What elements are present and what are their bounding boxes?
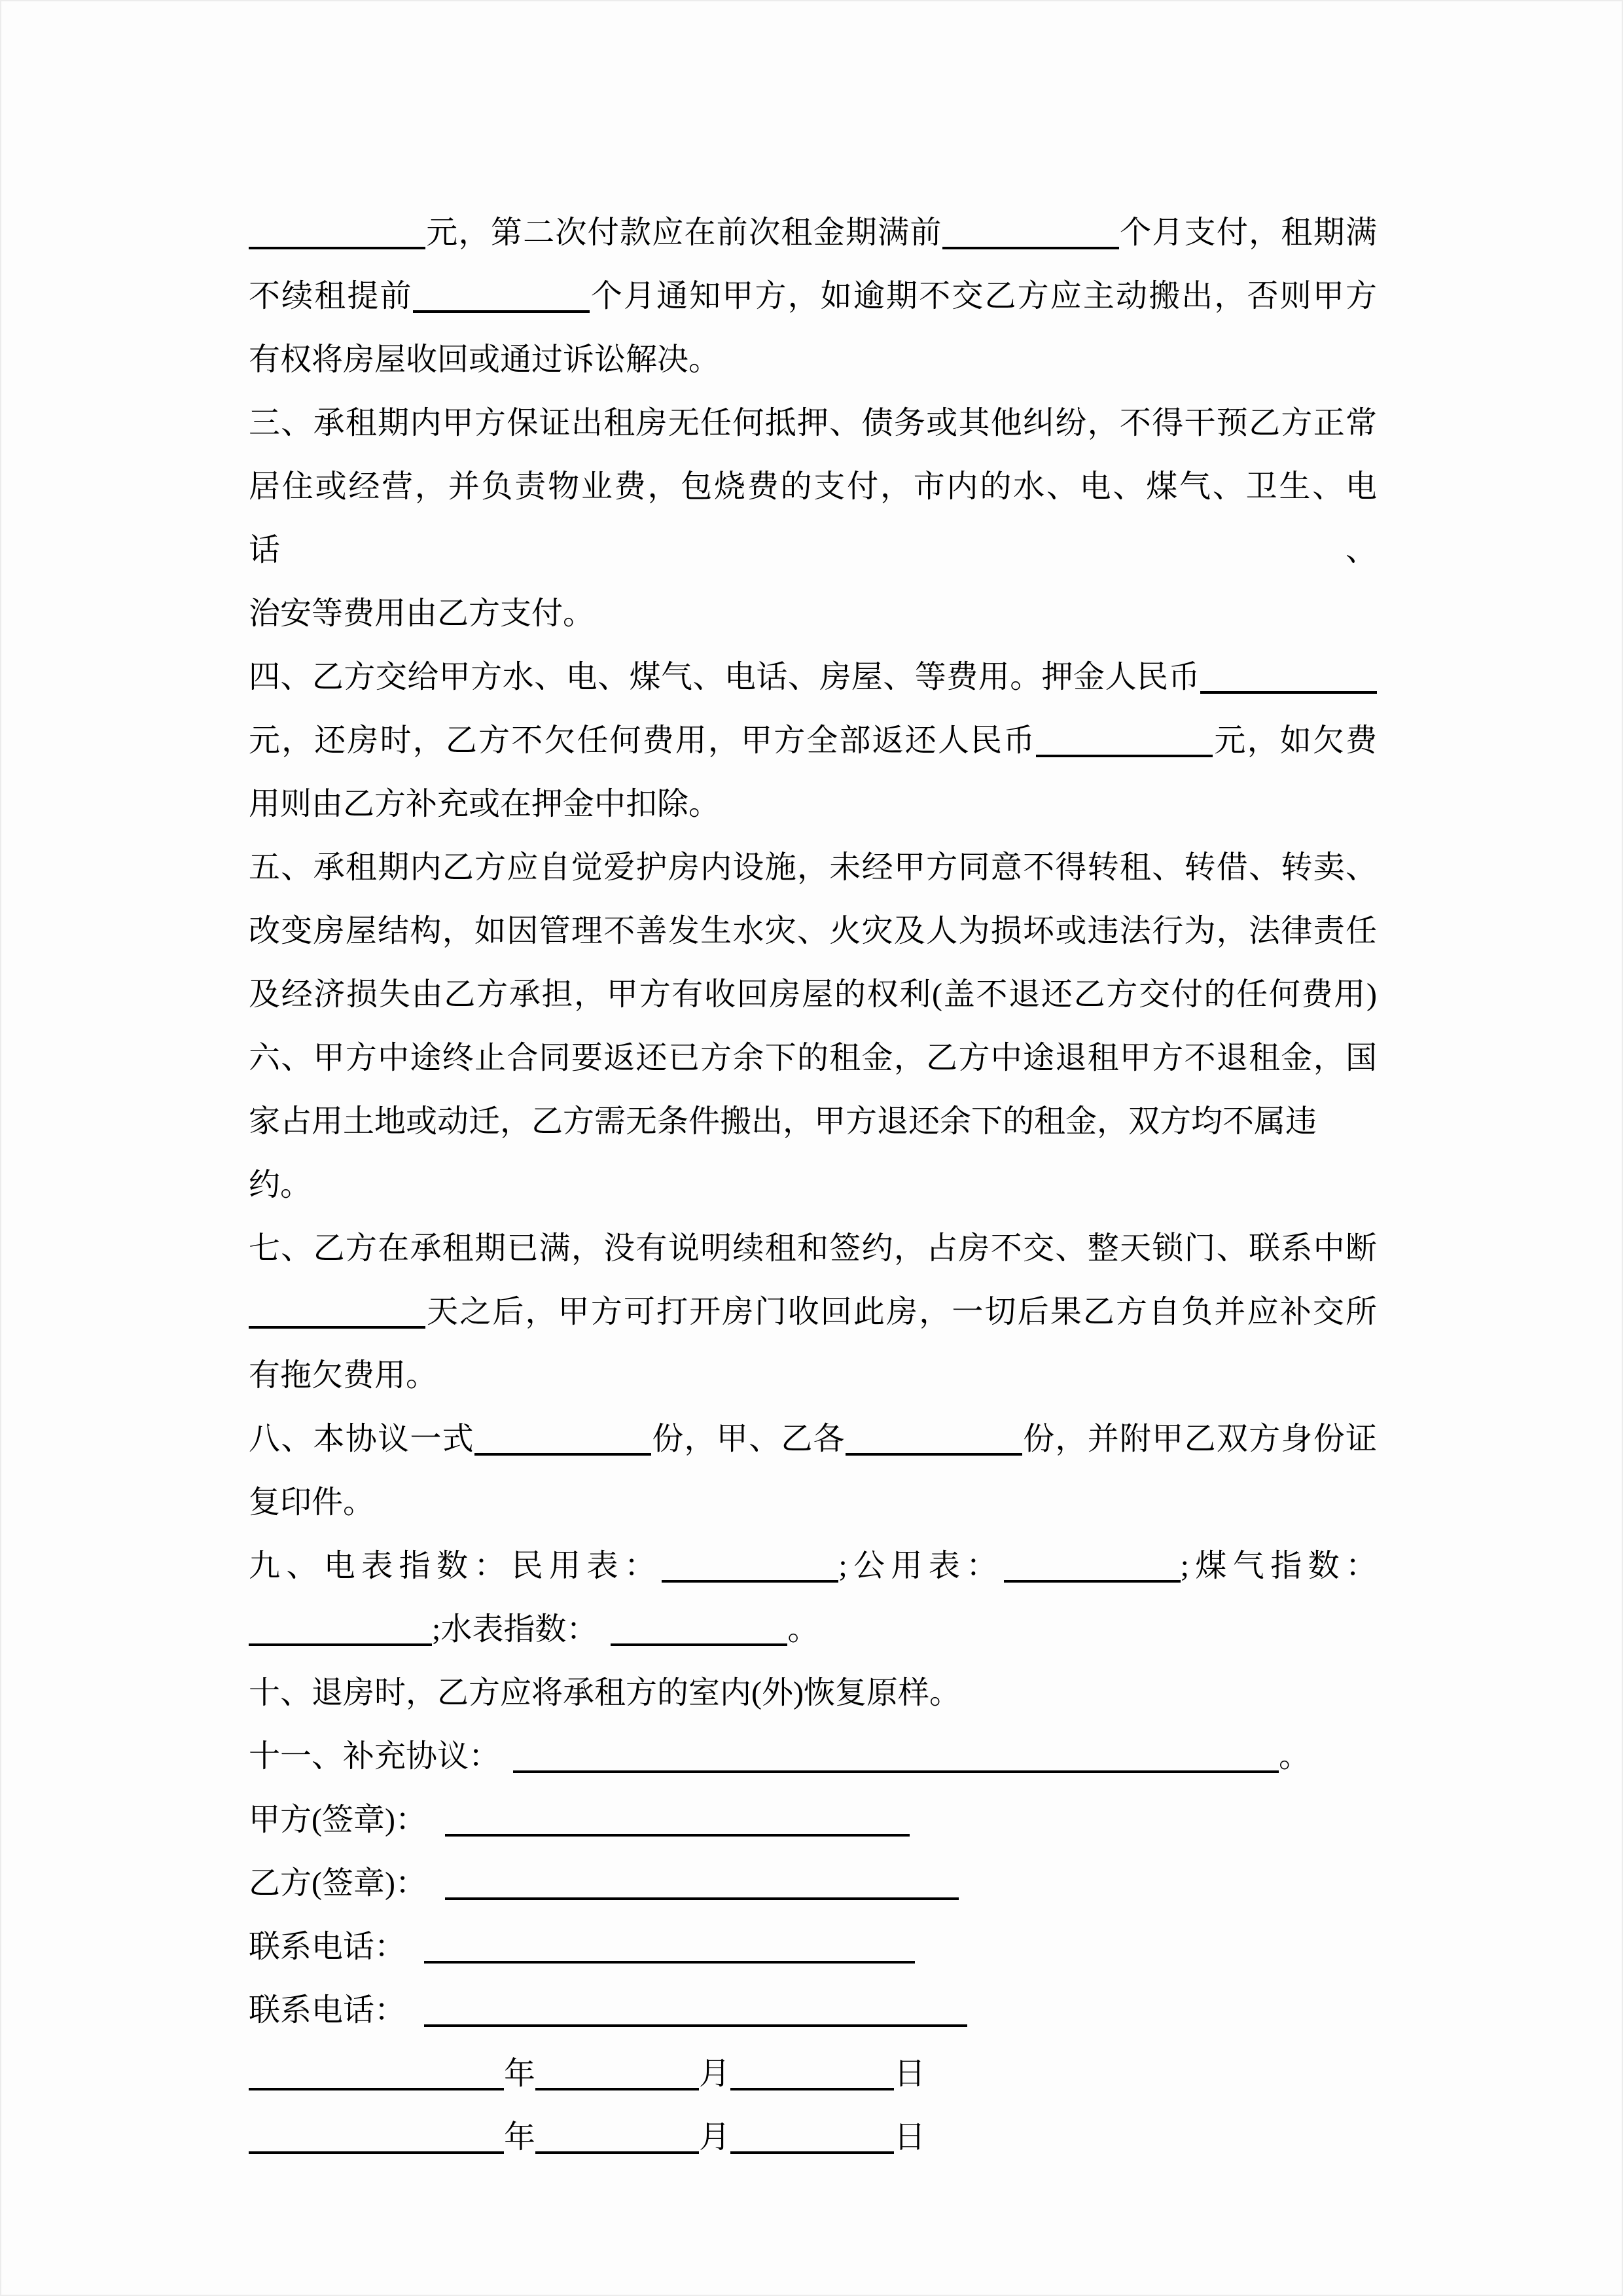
document-line — [249, 1979, 1377, 2042]
text-run: 元，如欠费 — [1213, 723, 1377, 758]
blank-fill-line — [535, 2088, 699, 2090]
text-run: 个月支付，租期满 — [1118, 215, 1377, 250]
text-run: 年 — [504, 2056, 536, 2091]
document-line — [249, 328, 1377, 391]
text-run: 四、乙方交给甲方水、电、煤气、电话、房屋、等费用。押金人民币 — [249, 660, 1200, 694]
blank-fill-line — [249, 247, 425, 249]
document-line — [249, 709, 1377, 772]
text-run: 。 — [787, 1612, 819, 1647]
text-run: 家占用土地或动迁，乙方需无条件搬出，甲方退还余下的租金，双方均不属违约。 — [249, 1104, 1317, 1202]
document-line — [249, 391, 1377, 455]
text-run: 联系电话： — [249, 1993, 406, 2028]
document-line — [249, 1217, 1377, 1280]
document-line — [249, 1852, 1377, 1915]
document-line — [249, 1661, 1377, 1725]
text-run: 八、本协议一式 — [249, 1422, 474, 1456]
text-run: 十、退房时，乙方应将承租方的室内(外)恢复原样。 — [249, 1676, 961, 1710]
document-line — [249, 1344, 1377, 1407]
text-run: 乙方(签章)： — [249, 1866, 427, 1901]
blank-fill-line — [474, 1453, 651, 1456]
text-run: 改变房屋结构，如因管理不善发生水灾、火灾及人为损坏或违法行为，法律责任 — [249, 914, 1377, 948]
text-run: 居住或经营，并负责物业费，包烧费的支付，市内的水、电、煤气、卫生、电话、 — [249, 469, 1377, 567]
blank-fill-line — [249, 2151, 504, 2154]
document-line — [249, 1725, 1377, 1788]
text-run: 联系电话： — [249, 1929, 406, 1964]
blank-fill-line — [413, 310, 590, 313]
text-run: 七、乙方在承租期已满，没有说明续租和签约，占房不交、整天锁门、联系中断 — [249, 1231, 1377, 1266]
document-line — [249, 1090, 1377, 1217]
blank-fill-line — [1036, 755, 1213, 757]
blank-fill-line — [730, 2088, 894, 2090]
blank-fill-line — [513, 1770, 1279, 1773]
document-line — [249, 1915, 1377, 1979]
document-body — [249, 201, 1377, 2169]
document-line — [249, 1407, 1377, 1471]
text-run: 九、电表指数：民用表： — [249, 1549, 662, 1583]
document-line — [249, 455, 1377, 582]
document-line — [249, 1788, 1377, 1852]
document-line — [249, 582, 1377, 645]
blank-fill-line — [445, 1897, 959, 1900]
document-line — [249, 645, 1377, 709]
document-line — [249, 1598, 1377, 1661]
text-run: 个月通知甲方，如逾期不交乙方应主动搬出，否则甲方 — [589, 279, 1377, 314]
blank-fill-line — [1004, 1580, 1181, 1583]
text-run: 月 — [699, 2120, 731, 2155]
text-run: 年 — [504, 2120, 536, 2155]
text-run: ;公用表： — [838, 1549, 1004, 1583]
document-line — [249, 1534, 1377, 1598]
document-line — [249, 1026, 1377, 1090]
blank-fill-line — [424, 2024, 967, 2027]
document-line — [249, 836, 1377, 899]
blank-fill-line — [249, 1326, 425, 1329]
blank-fill-line — [249, 2088, 504, 2090]
text-run: 天之后，甲方可打开房门收回此房，一切后果乙方自负并应补交所 — [425, 1295, 1377, 1329]
blank-fill-line — [249, 1643, 432, 1646]
text-run: ;水表指数： — [432, 1612, 598, 1647]
text-run: 份，甲、乙各 — [651, 1422, 846, 1456]
text-run: 不续租提前 — [249, 279, 413, 314]
text-run: 有拖欠费用。 — [249, 1358, 438, 1393]
text-run: 月 — [699, 2056, 731, 2091]
text-run: 治安等费用由乙方支付。 — [249, 596, 595, 631]
text-run: 份，并附甲乙双方身份证 — [1022, 1422, 1377, 1456]
text-run: 甲方(签章)： — [249, 1803, 427, 1837]
text-run: 元，还房时，乙方不欠任何费用，甲方全部返还人民币 — [249, 723, 1037, 758]
text-run: 日 — [894, 2056, 926, 2091]
text-run: 复印件。 — [249, 1485, 375, 1520]
blank-fill-line — [846, 1453, 1022, 1456]
text-run: 。 — [1279, 1739, 1311, 1774]
document-line — [249, 264, 1377, 328]
text-run: 及经济损失由乙方承担，甲方有收回房屋的权利(盖不退还乙方交付的任何费用) — [249, 977, 1377, 1012]
blank-fill-line — [535, 2151, 699, 2154]
blank-fill-line — [611, 1643, 787, 1646]
document-line — [249, 899, 1377, 963]
blank-fill-line — [424, 1961, 915, 1964]
document-line — [249, 1280, 1377, 1344]
document-line — [249, 201, 1377, 264]
text-run: 六、甲方中途终止合同要返还已方余下的租金，乙方中途退租甲方不退租金，国 — [249, 1041, 1377, 1075]
text-run: 元，第二次付款应在前次租金期满前 — [425, 215, 942, 250]
text-run: 有权将房屋收回或通过诉讼解决。 — [249, 342, 721, 377]
document-line — [249, 772, 1377, 836]
document-line — [249, 2106, 1377, 2169]
text-run: 三、承租期内甲方保证出租房无任何抵押、债务或其他纠纷，不得干预乙方正常 — [249, 406, 1377, 440]
text-run: 用则由乙方补充或在押金中扣除。 — [249, 787, 721, 821]
blank-fill-line — [730, 2151, 894, 2154]
text-run: 日 — [894, 2120, 926, 2155]
text-run: ;煤气指数： — [1180, 1549, 1377, 1583]
text-run: 十一、补充协议： — [249, 1739, 501, 1774]
document-line — [249, 963, 1377, 1026]
text-run: 五、承租期内乙方应自觉爱护房内设施，未经甲方同意不得转租、转借、转卖、 — [249, 850, 1377, 885]
document-line — [249, 1471, 1377, 1534]
document-line — [249, 2042, 1377, 2106]
blank-fill-line — [1200, 691, 1377, 694]
blank-fill-line — [942, 247, 1119, 249]
blank-fill-line — [662, 1580, 838, 1583]
blank-fill-line — [445, 1834, 910, 1837]
